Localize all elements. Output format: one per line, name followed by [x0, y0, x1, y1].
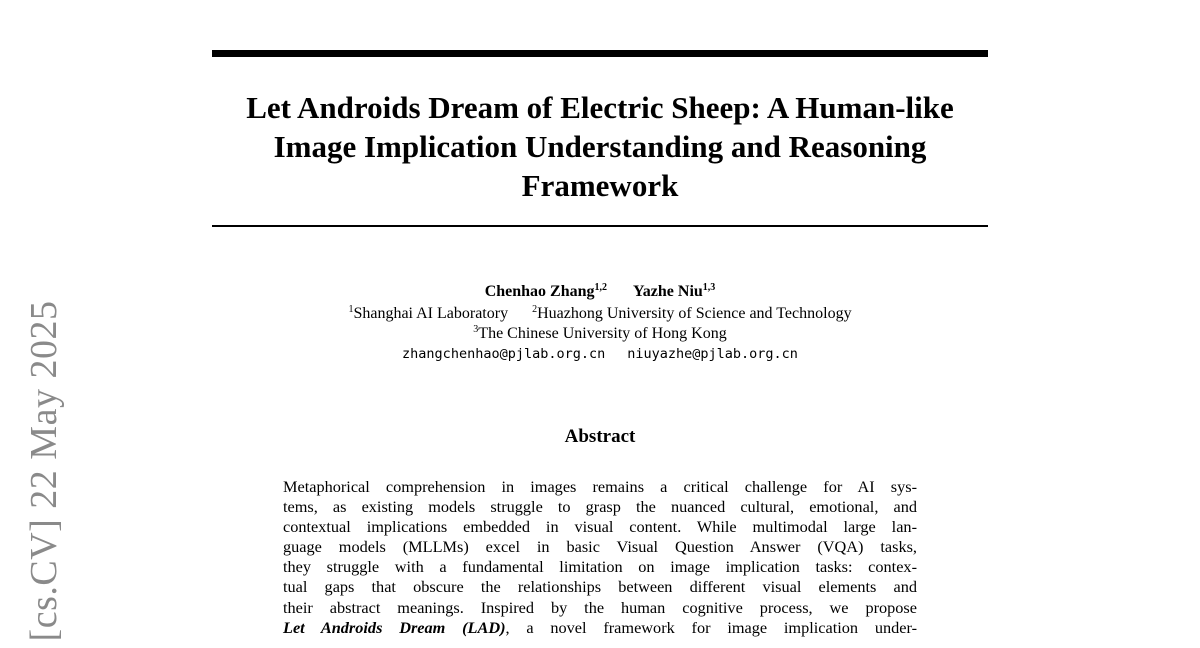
abstract-line-last-rest: , a novel framework for image implication under-: [505, 617, 917, 637]
author-block: [212, 282, 988, 364]
author-1-name: Chenhao Zhang: [484, 283, 595, 300]
title-bottom-rule: [212, 225, 988, 227]
abstract-line: tems, as existing models struggle to grasp the nuanced cultural, emotional, and: [283, 497, 917, 517]
author-2-affil: 1,3: [702, 282, 716, 293]
email-line: [212, 344, 988, 364]
abstract-line: guage models (MLLMs) excel in basic Visual Question Answer (VQA) tasks,: [283, 537, 917, 557]
arxiv-stamp-text: [cs.CV] 22 May 2025: [23, 300, 65, 642]
affiliation-3-num: 3: [473, 324, 479, 335]
author-1-affil: 1,2: [594, 282, 608, 293]
arxiv-side-stamp: [18, 296, 70, 646]
abstract-line: their abstract meanings. Inspired by the human cognitive process, we propose: [283, 597, 917, 617]
abstract-line: tual gaps that obscure the relationships between different visual elements and: [283, 577, 917, 597]
abstract-heading: Abstract: [564, 426, 636, 447]
abstract-body: [283, 477, 917, 638]
author-2: [633, 283, 715, 300]
affiliation-1-num: 1: [348, 304, 354, 315]
abstract-line: Metaphorical comprehension in images remains a critical challenge for AI sys-: [283, 477, 917, 496]
affiliation-3-name: The Chinese University of Hong Kong: [478, 325, 727, 342]
affiliation-2: [532, 305, 852, 322]
framework-name: Let Androids Dream (LAD): [283, 617, 506, 637]
affiliation-2-name: Huazhong University of Science and Technology: [537, 305, 852, 322]
author-2-name: Yazhe Niu: [633, 283, 703, 300]
abstract-line-last: [283, 618, 917, 638]
affiliations-line-1: [212, 304, 988, 324]
affiliation-1: [348, 305, 508, 322]
affiliation-1-name: Shanghai AI Laboratory: [353, 305, 509, 322]
affiliation-2-num: 2: [532, 304, 538, 315]
email-1: zhangchenhao@pjlab.org.cn: [402, 346, 606, 362]
abstract-line: contextual implications embedded in visual content. While multimodal large lan-: [283, 517, 917, 537]
email-2: niuyazhe@pjlab.org.cn: [627, 346, 798, 362]
affiliations-line-2: [212, 324, 988, 344]
abstract-line: they struggle with a fundamental limitation on image implication tasks: contex-: [283, 557, 917, 577]
title-top-rule: [212, 50, 988, 57]
author-1: [485, 283, 607, 300]
author-names: [212, 282, 988, 302]
paper-title: Let Androids Dream of Electric Sheep: A Human-like Image Implication Understanding and Reasoning Framework: [246, 90, 954, 203]
affiliation-3: [473, 325, 726, 342]
